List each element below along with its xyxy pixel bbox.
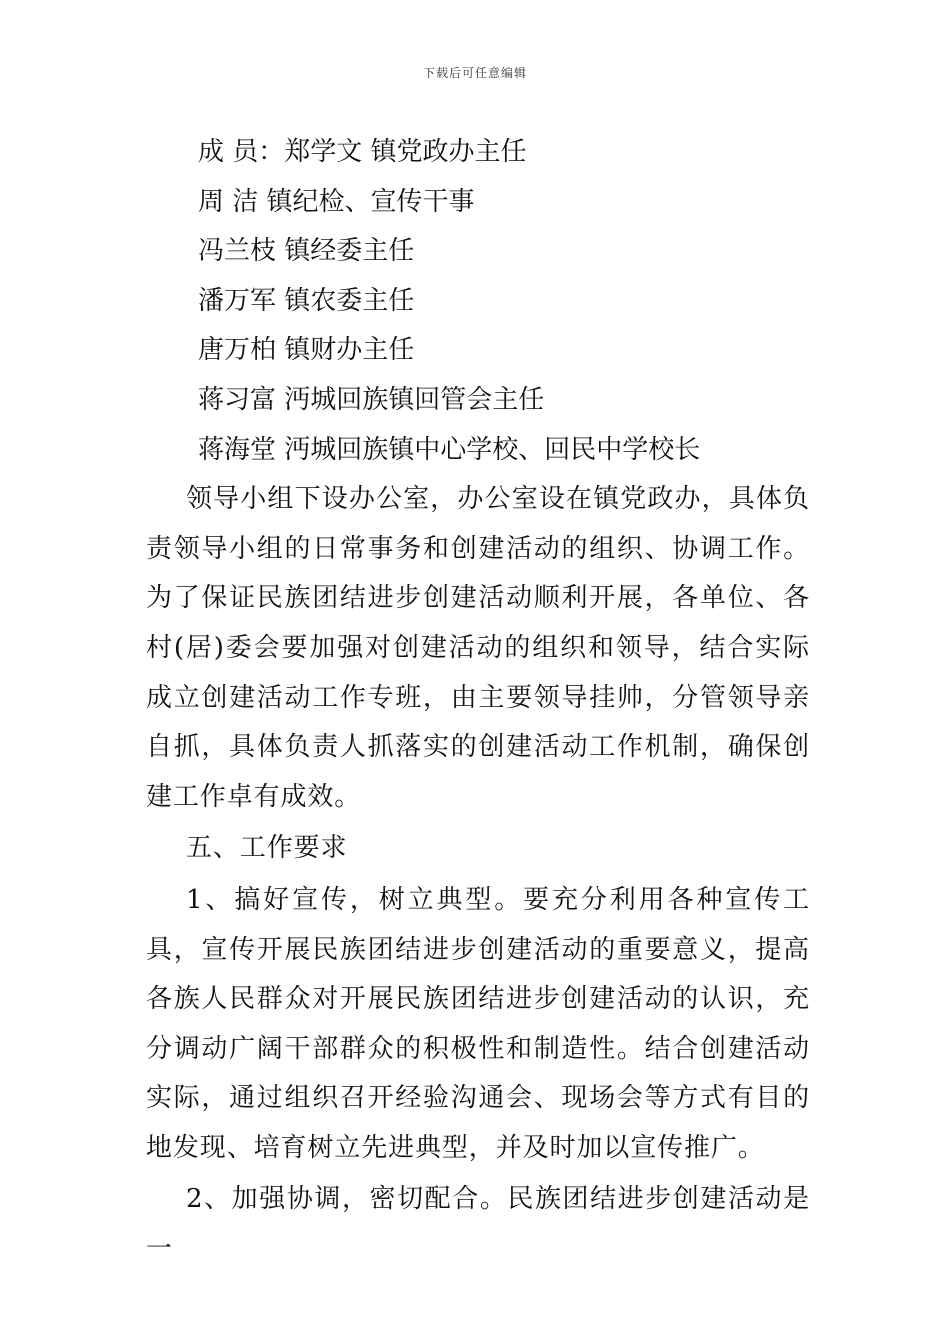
page-header-note: 下载后可任意编辑	[422, 66, 527, 80]
member-line-7: 蒋海堂 沔城回族镇中心学校、回民中学校长	[198, 434, 701, 465]
document-body	[146, 128, 810, 1275]
office-paragraph: 领导小组下设办公室，办公室设在镇党政办，具体负责领导小组的日常事务和创建活动的组织、协调工作。为了保证民族团结进步创建活动顺利开展，各单位、各村(居)委会要加强对创建活动的组织和领导，结合实际成立创建活动工作专班，由主要领导挂帅，分管领导亲自抓，具体负责人抓落实的创建活动工作机制，确保创建工作卓有成效。	[146, 484, 810, 812]
member-line-5: 唐万柏 镇财办主任	[198, 335, 415, 366]
member-list	[146, 128, 810, 475]
requirement-paragraph-2: 2、加强协调，密切配合。民族团结进步创建活动是一	[146, 1184, 810, 1265]
section-heading-work-requirements: 五、工作要求	[186, 833, 348, 864]
member-line-4: 潘万军 镇农委主任	[198, 285, 415, 316]
member-line-1: 成 员：郑学文 镇党政办主任	[198, 137, 527, 167]
member-line-3: 冯兰枝 镇经委主任	[198, 236, 415, 267]
member-line-6: 蒋习富 沔城回族镇回管会主任	[198, 384, 545, 415]
member-line-2: 周 洁 镇纪检、宣传干事	[198, 186, 475, 217]
requirement-paragraph-1: 1、搞好宣传，树立典型。要充分利用各种宣传工具，宣传开展民族团结进步创建活动的重要意义，提高各族人民群众对开展民族团结进步创建活动的认识，充分调动广阔干部群众的积极性和制造性。结合创建活动实际，通过组织召开经验沟通会、现场会等方式有目的地发现、培育树立先进典型，并及时加以宣传推广。	[146, 884, 810, 1163]
